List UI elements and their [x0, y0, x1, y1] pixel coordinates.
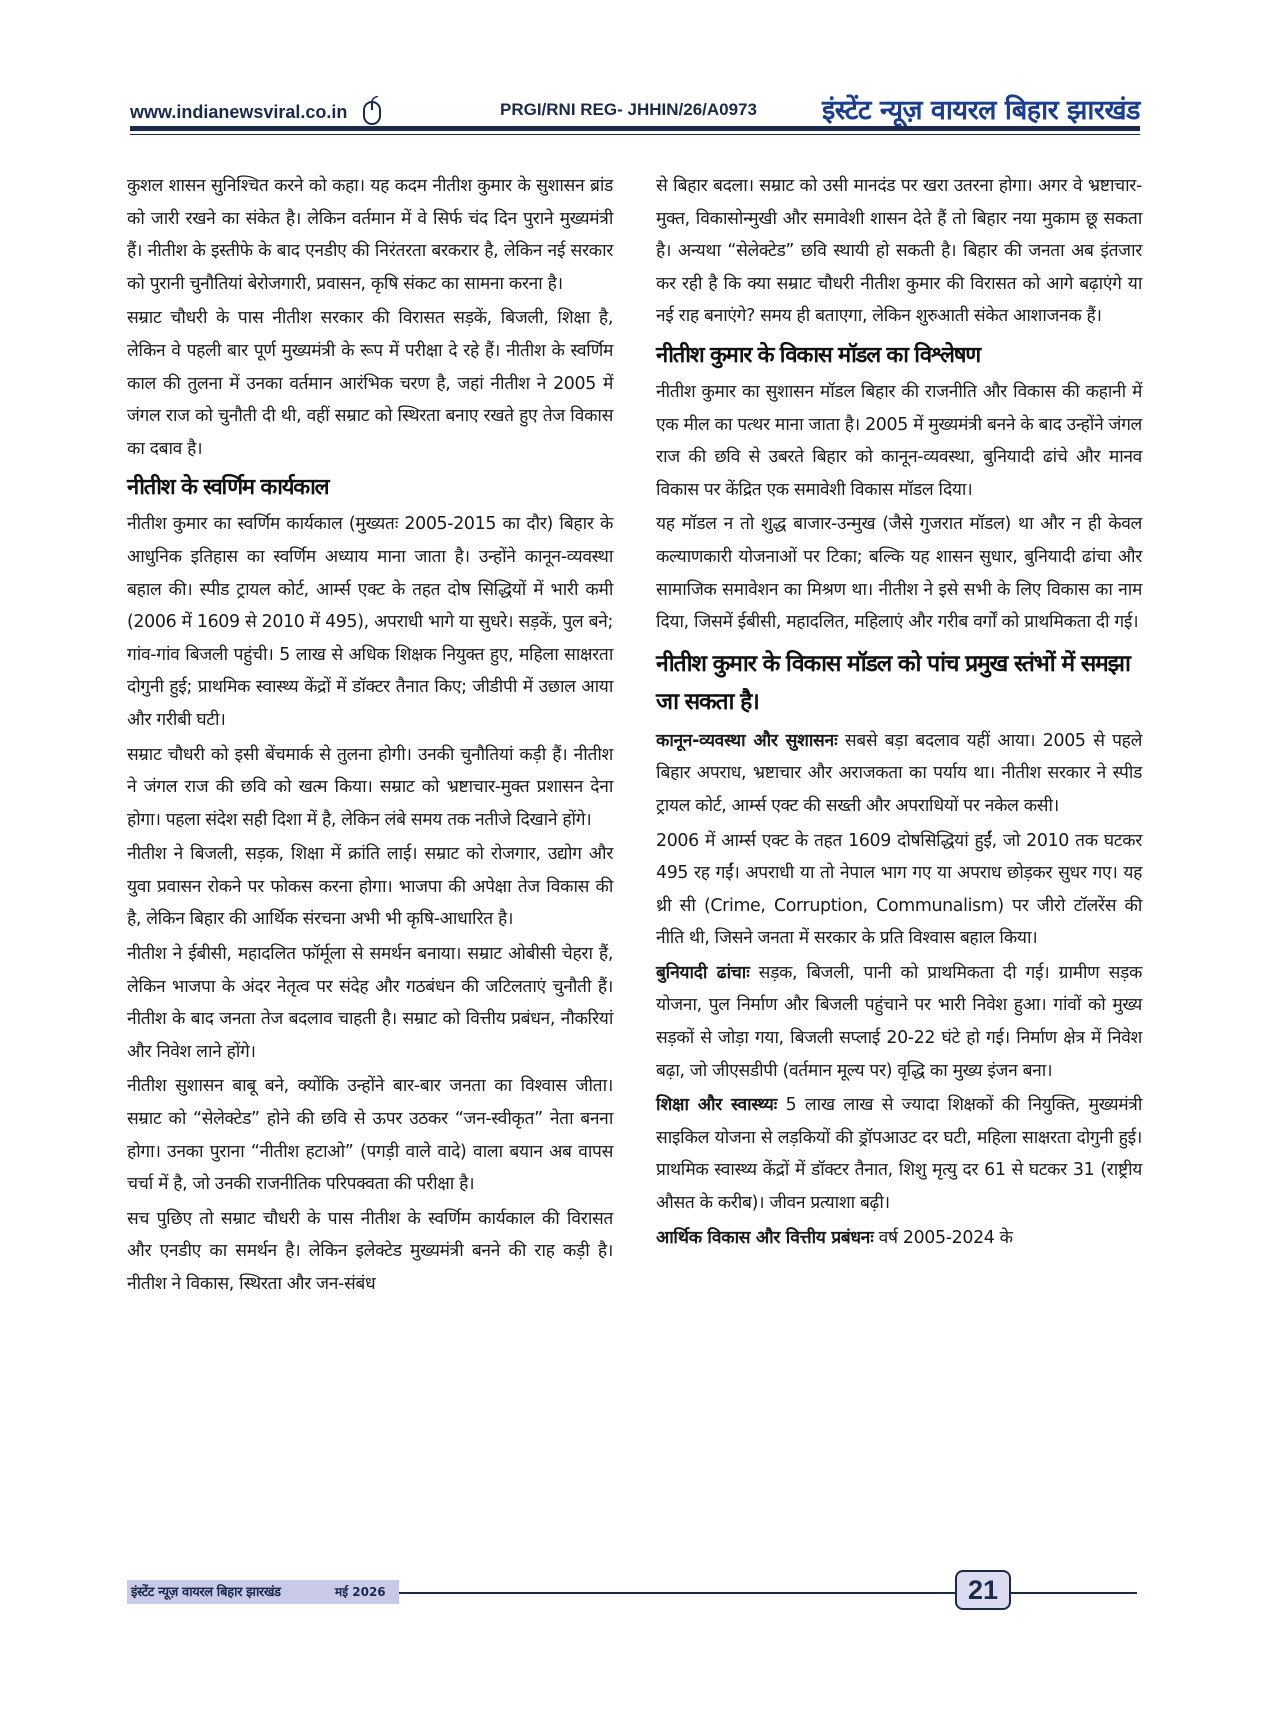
page-header — [130, 96, 1140, 148]
section-heading: नीतीश कुमार के विकास मॉडल का विश्लेषण — [656, 342, 980, 368]
header-rule — [130, 126, 1140, 131]
paragraph-lead: बुनियादी ढांचाः — [656, 962, 750, 983]
site-url[interactable]: www.indianewsviral.co.in — [130, 102, 348, 122]
paragraph: 2006 में आर्म्स एक्ट के तहत 1609 दोषसिद्धियां हुईं, जो 2010 तक घटकर 495 रह गईं। अपराधी या तो नेपाल भाग गए या अपराध छोड़कर सुधर गए। यह थ्री सी (Crime, Corruption, Communalism) पर जीरो टॉलरेंस की नीति थी, जिसने जनता में सरकार के प्रति विश्वास बहाल किया। — [656, 830, 1142, 949]
paragraph: सच पुछिए तो सम्राट चौधरी के पास नीतीश के स्वर्णिम कार्यकाल की विरासत और एनडीए का समर्थन है। लेकिन इलेक्टेड मुख्यमंत्री बनने की राह कड़ी है। नीतीश ने विकास, स्थिरता और जन-संबंध — [127, 1208, 613, 1294]
paragraph-body: सबसे बड़ा बदलाव यहीं आया। 2005 से पहले बिहार अपराध, भ्रष्टाचार और अराजकता का पर्याय था। नीतीश सरकार ने स्पीड ट्रायल कोर्ट, आर्म्स एक्ट की सख्ती और अपराधियों पर नकेल कसी। — [656, 730, 1143, 816]
paragraph — [656, 957, 1142, 1087]
footer-rule — [399, 1592, 1137, 1594]
paragraph: नीतीश कुमार का स्वर्णिम कार्यकाल (मुख्यतः 2005-2015 का दौर) बिहार के आधुनिक इतिहास का स्वर्णिम अध्याय माना जाता है। उन्होंने कानून-व्यवस्था बहाल की। स्पीड ट्रायल कोर्ट, आर्म्स एक्ट के तहत दोष सिद्धियों में भारी कमी (2006 में 1609 से 2010 में 495), अपराधी भागे या सुधरे। सड़कें, पुल बने; गांव-गांव बिजली पहुंची। 5 लाख से अधिक शिक्षक नियुक्त हुए, महिला साक्षरता दोगुनी हुई; प्राथमिक स्वास्थ्य केंद्रों में डॉक्टर तैनात किए; जीडीपी में उछाल आया और गरीबी घटी। — [127, 514, 613, 730]
paragraph: से बिहार बदला। सम्राट को उसी मानदंड पर खरा उतरना होगा। अगर वे भ्रष्टाचार-मुक्त, विकासोन्मुखी और समावेशी शासन देते हैं तो बिहार नया मुकाम छू सकता है। अन्यथा “सेलेक्टेड” छवि स्थायी हो सकती है। बिहार की जनता अब इंतजार कर रही है कि क्या सम्राट चौधरी नीतीश कुमार की विरासत को आगे बढ़ाएंगे या नई राह बनाएंगे? समय ही बताएगा, लेकिन शुरुआती संकेत आशाजनक हैं। — [656, 176, 1142, 327]
paragraph: सम्राट चौधरी को इसी बेंचमार्क से तुलना होगी। उनकी चुनौतियां कड़ी हैं। नीतीश ने जंगल राज की छवि को खत्म किया। सम्राट को भ्रष्टाचार-मुक्त प्रशासन देना होगा। पहला संदेश सही दिशा में है, लेकिन लंबे समय तक नतीजे दिखाने होंगे। — [127, 744, 613, 830]
paragraph: नीतीश सुशासन बाबू बने, क्योंकि उन्होंने बार-बार जनता का विश्वास जीता। सम्राट को “सेलेक्टेड” होने की छवि से ऊपर उठकर “जन-स्वीकृत” नेता बनना होगा। उनका पुराना “नीतीश हटाओ” (पगड़ी वाले वादे) वाला बयान अब वापस चर्चा में है, जो उनकी राजनीतिक परिपक्वता की परीक्षा है। — [127, 1076, 613, 1195]
section-heading: नीतीश कुमार के विकास मॉडल को पांच प्रमुख स्तंभों में समझा जा सकता है। — [656, 650, 1130, 715]
paragraph: यह मॉडल न तो शुद्ध बाजार-उन्मुख (जैसे गुजरात मॉडल) था और न ही केवल कल्याणकारी योजनाओं पर टिका; बल्कि यह शासन सुधार, बुनियादी ढांचा और सामाजिक समावेशन का मिश्रण था। नीतीश ने इसे सभी के लिए विकास का नाम दिया, जिसमें ईबीसी, महादलित, महिलाएं और गरीब वर्गों को प्राथमिकता दी गई। — [656, 514, 1142, 633]
paragraph: सम्राट चौधरी के पास नीतीश सरकार की विरासत सड़कें, बिजली, शिक्षा है, लेकिन वे पहली बार पूर्ण मुख्यमंत्री के रूप में परीक्षा दे रहे हैं। नीतीश के स्वर्णिम काल की तुलना में उनका वर्तमान आरंभिक चरण है, जहां नीतीश ने 2005 में जंगल राज को चुनौती दी थी, वहीं सम्राट को स्थिरता बनाए रखते हुए तेज विकास का दबाव है। — [127, 308, 613, 459]
paragraph: नीतीश कुमार का सुशासन मॉडल बिहार की राजनीति और विकास की कहानी में एक मील का पत्थर माना जाता है। 2005 में मुख्यमंत्री बनने के बाद उन्होंने जंगल राज की छवि से उबरते बिहार को कानून-व्यवस्था, बुनियादी ढांचे और मानव विकास पर केंद्रित एक समावेशी विकास मॉडल दिया। — [656, 381, 1142, 500]
right-column — [656, 170, 1142, 1256]
paragraph-lead: कानून-व्यवस्था और सुशासनः — [656, 730, 838, 751]
paragraph — [656, 1222, 1142, 1255]
left-column — [127, 170, 613, 1303]
section-heading: नीतीश के स्वर्णिम कार्यकाल — [127, 475, 329, 501]
mouse-icon — [362, 96, 382, 130]
paragraph-body: सड़क, बिजली, पानी को प्राथमिकता दी गई। ग्रामीण सड़क योजना, पुल निर्माण और बिजली पहुंचाने पर भारी निवेश हुआ। गांवों को मुख्य सड़कों से जोड़ा गया, बिजली सप्लाई 20-22 घंटे हो गई। निर्माण क्षेत्र में निवेश बढ़ा, जो जीएसडीपी (वर्तमान मूल्य पर) वृद्धि का मुख्य इंजन बना। — [656, 962, 1142, 1081]
page-number: 21 — [955, 1570, 1011, 1610]
paragraph-lead: आर्थिक विकास और वित्तीय प्रबंधनः — [656, 1227, 874, 1248]
header-rule-thin — [130, 134, 1140, 135]
paragraph — [656, 1089, 1142, 1219]
paragraph-body: 5 लाख लाख से ज्यादा शिक्षकों की नियुक्ति, मुख्यमंत्री साइकिल योजना से लड़कियों की ड्रॉपआउट दर घटी, महिला साक्षरता दोगुनी हुई। प्राथमिक स्वास्थ्य केंद्रों में डॉक्टर तैनात, शिशु मृत्यु दर 61 से घटकर 31 (राष्ट्रीय औसत के करीब)। जीवन प्रत्याशा बढ़ी। — [656, 1095, 1143, 1214]
paragraph: नीतीश ने ईबीसी, महादलित फॉर्मूला से समर्थन बनाया। सम्राट ओबीसी चेहरा हैं, लेकिन भाजपा के अंदर नेतृत्व पर संदेह और गठबंधन की जटिलताएं चुनौती हैं। नीतीश के बाद जनता तेज बदलाव चाहती है। सम्राट को वित्तीय प्रबंधन, नौकरियां और निवेश लाने होंगे। — [127, 944, 613, 1062]
footer-title: इंस्टेंट न्यूज़ वायरल बिहार झारखंड — [131, 1585, 281, 1600]
masthead-title: इंस्टेंट न्यूज़ वायरल बिहार झारखंड — [821, 95, 1140, 126]
registration-number: PRGI/RNI REG- JHHIN/26/A0973 — [500, 100, 757, 119]
paragraph: नीतीश ने बिजली, सड़क, शिक्षा में क्रांति लाई। सम्राट को रोजगार, उद्योग और युवा प्रवासन रोकने पर फोकस करना होगा। भाजपा की अपेक्षा तेज विकास की है, लेकिन बिहार की आर्थिक संरचना अभी भी कृषि-आधारित है। — [127, 844, 613, 930]
footer-band — [127, 1580, 399, 1604]
paragraph-body: वर्ष 2005-2024 के — [873, 1227, 1013, 1248]
paragraph: कुशल शासन सुनिश्चित करने को कहा। यह कदम नीतीश कुमार के सुशासन ब्रांड को जारी रखने का संकेत है। लेकिन वर्तमान में वे सिर्फ चंद दिन पुराने मुख्यमंत्री हैं। नीतीश के इस्तीफे के बाद एनडीए की निरंतरता बरकरार है, लेकिन नई सरकार को पुरानी चुनौतियां बेरोजगारी, प्रवासन, कृषि संकट का सामना करना है। — [127, 176, 613, 294]
page-footer — [127, 1575, 1137, 1620]
paragraph — [656, 725, 1142, 823]
issue-date: मई 2026 — [335, 1585, 386, 1599]
paragraph-lead: शिक्षा और स्वास्थ्यः — [656, 1095, 777, 1116]
